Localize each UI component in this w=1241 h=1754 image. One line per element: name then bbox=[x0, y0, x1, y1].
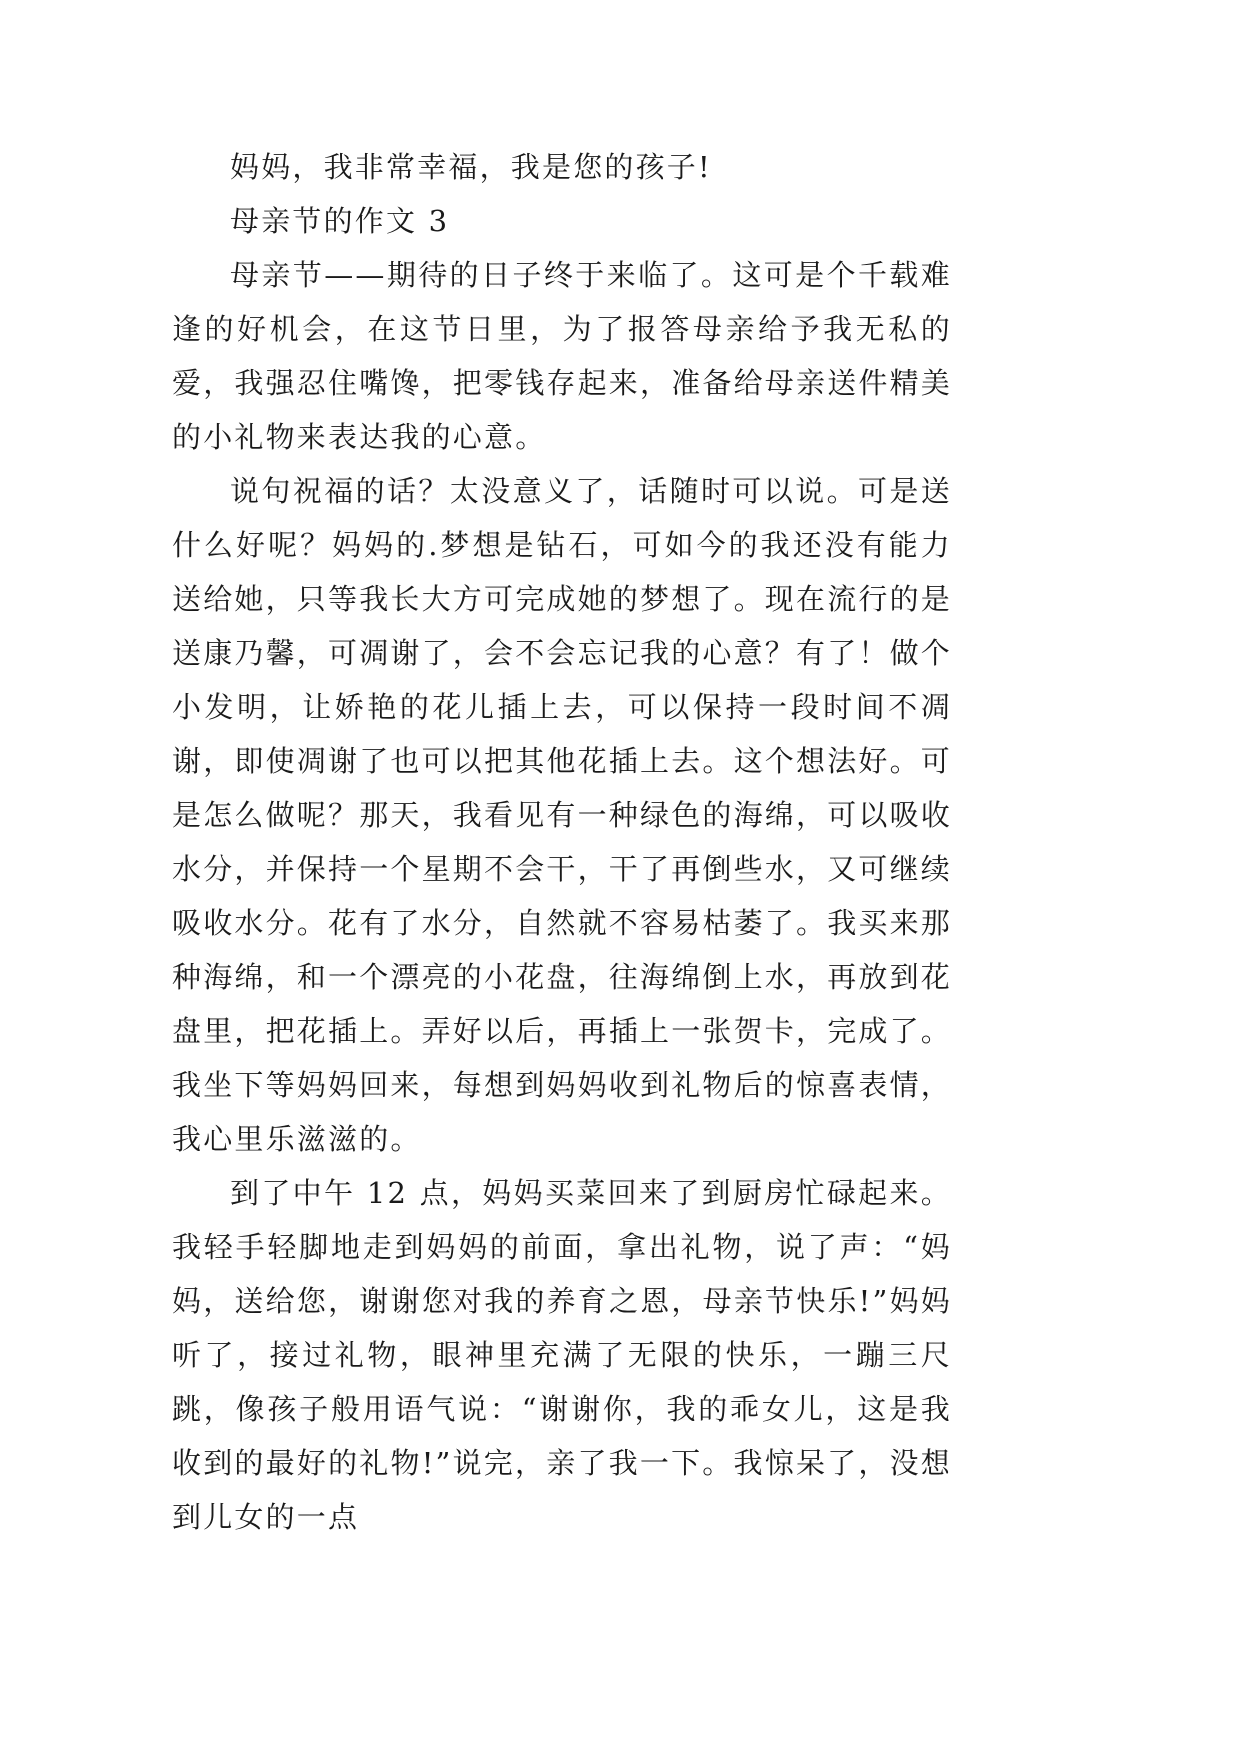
essay-body bbox=[172, 140, 952, 1544]
paragraph-2: 说句祝福的话？太没意义了，话随时可以说。可是送什么好呢？妈妈的.梦想是钻石，可如今的我还没有能力送给她，只等我长大方可完成她的梦想了。现在流行的是送康乃馨，可凋谢了，会不会忘记我的心意？有了！做个小发明，让娇艳的花儿插上去，可以保持一段时间不凋谢，即使凋谢了也可以把其他花插上去。这个想法好。可是怎么做呢？那天，我看见有一种绿色的海绵，可以吸收水分，并保持一个星期不会干，干了再倒些水，又可继续吸收水分。花有了水分，自然就不容易枯萎了。我买来那种海绵，和一个漂亮的小花盘，往海绵倒上水，再放到花盘里，把花插上。弄好以后，再插上一张贺卡，完成了。我坐下等妈妈回来，每想到妈妈收到礼物后的惊喜表情，我心里乐滋滋的。 bbox=[172, 474, 953, 1156]
paragraph-1: 母亲节——期待的日子终于来临了。这可是个千载难逢的好机会，在这节日里，为了报答母亲给予我无私的爱，我强忍住嘴馋，把零钱存起来，准备给母亲送件精美的小礼物来表达我的心意。 bbox=[172, 258, 953, 454]
paragraph-3: 到了中午 12 点，妈妈买菜回来了到厨房忙碌起来。我轻手轻脚地走到妈妈的前面，拿出礼物，说了声：“妈妈，送给您，谢谢您对我的养育之恩，母亲节快乐!”妈妈听了，接过礼物，眼神里充满了无限的快乐，一蹦三尺跳，像孩子般用语气说：“谢谢你，我的乖女儿，这是我收到的最好的礼物!”说完，亲了我一下。我惊呆了，没想到儿女的一点 bbox=[172, 1176, 952, 1534]
section-title: 母亲节的作文 3 bbox=[230, 204, 450, 238]
closing-line: 妈妈，我非常幸福，我是您的孩子! bbox=[230, 150, 712, 184]
